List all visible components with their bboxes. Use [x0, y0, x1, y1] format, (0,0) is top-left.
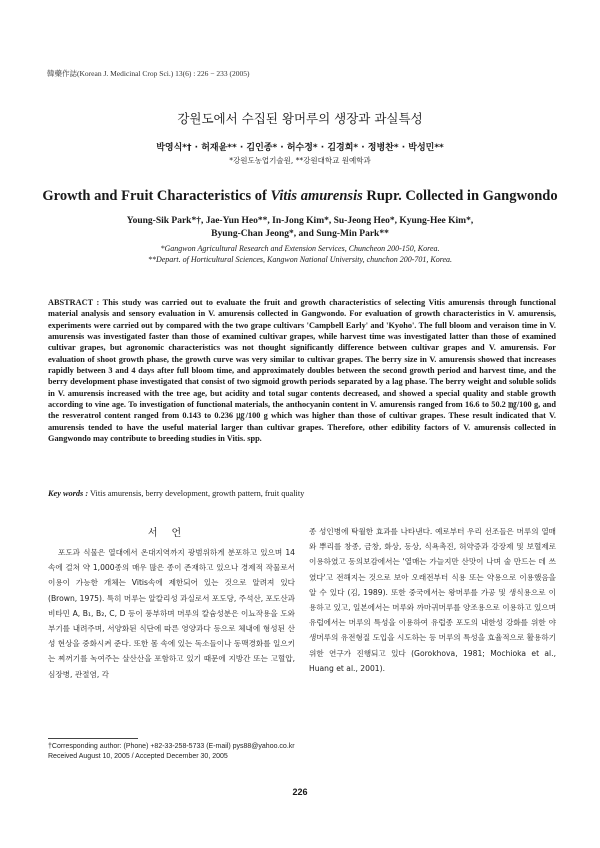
section-title: 서언 [147, 528, 196, 539]
english-affiliation [0, 243, 600, 265]
keywords-label: Key words : [48, 489, 89, 498]
keywords-value: Vitis amurensis, berry development, growth pattern, fruit quality [88, 489, 305, 498]
english-affil-line1: *Gangwon Agricultural Research and Extension Services, Chuncheon 200-150, Korea. [160, 244, 440, 253]
korean-title: 강원도에서 수집된 왕머루의 생장과 과실특성 [177, 111, 423, 126]
english-title-pre: Growth and Fruit Characteristics of [42, 188, 271, 204]
english-title-species: Vitis amurensis [270, 188, 363, 204]
footnote-line1: †Corresponding author: (Phone) +82-33-258-5733 (E-mail) pys88@yahoo.co.kr [48, 743, 295, 750]
footnote [48, 742, 295, 762]
korean-affiliation: *강원도농업기술원, **강원대학교 원예학과 [229, 156, 371, 165]
english-title-post: Rupr. Collected in Gangwondo [362, 188, 558, 204]
footnote-rule [48, 738, 138, 739]
page-number: 226 [292, 787, 308, 797]
running-head: 韓藥作誌(Korean J. Medicinal Crop Sci.) 13(6) : 226 − 233 (2005) [47, 69, 250, 78]
intro-right-column: 종 성인병에 탁월한 효과를 나타낸다. 예로부터 우리 선조들은 머루의 열매와 뿌리를 창종, 금창, 화상, 동상, 식욕촉진, 허약증과 강장제 및 보혈제로 이용하였고 동의보감에서는 '열매는 가늘지만 산맛이 나며 술 만드는 데 쓰였다'고 전해지는 것으로 보아 오래전부터 식용 또는 약용으로 이용했음을 알 수 있다 (김, 1989). 또한 중국에서는 왕머루를 가공 및 생식용으로 이용하고 있고, 일본에서는 머루와 까마귀머루를 양조용으로 이용하고 있으며 유럽에서는 머루의 특성을 이용하여 유럽종 포도의 내한성 강화를 위한 야생머루의 유전형질 도입을 시도하는 등 머루의 특성을 효율적으로 활용하기 위한 연구가 진행되고 있다 (Gorokhova, 1981; Mochioka et al., Huang et al., 2001). [309, 527, 556, 673]
keywords [48, 489, 304, 498]
english-authors-line1: Young-Sik Park*†, Jae-Yun Heo**, In-Jong Kim*, Su-Jeong Heo*, Kyung-Hee Kim*, [126, 216, 474, 226]
intro-left-column: 포도과 식물은 열대에서 온대지역까지 광범위하게 분포하고 있으며 14속에 걸쳐 약 1,000종의 매우 많은 종이 존재하고 있으나 경제적 작물로서 이용이 가능한 개체는 Vitis속에 제한되어 있는 것으로 알려져 있다 (Brown, 1975). 특히 머루는 알칼리성 과실로서 포도당, 주석산, 포도산과 비타민 A, B₁, B₂, C, D 등이 풍부하며 머루의 칼슘성분은 이뇨작용을 도와 부기를 내려주며, 서양화된 식단에 따른 영양과다 등으로 체내에 형성된 산성 현상을 중화시켜 준다. 또한 몸 속에 있는 독소들이나 동맥경화를 일으키는 찌꺼기를 녹여주는 살산산을 포함하고 있기 때문에 지방간 또는 고혈압, 심장병, 관절염, 각 [48, 548, 295, 679]
footnote-line2: Received August 10, 2005 / Accepted December 30, 2005 [48, 753, 228, 760]
english-authors [0, 215, 600, 241]
english-title [0, 188, 600, 205]
english-affil-line2: **Depart. of Horticultural Sciences, Kangwon National University, chunchon 200-701, Korea. [147, 255, 453, 264]
english-authors-line2: Byung-Chan Jeong*, and Sung-Min Park** [211, 229, 389, 239]
abstract: ABSTRACT : This study was carried out to evaluate the fruit and growth characteristics of selecting Vitis amurensis through functional material analysis and sensory evaluation in V. amurensis collected in Gangwondo. For evaluation of growth characteristics in V. amurensis, experiments were carried out by compared with the two grape cultivars 'Campbell Early' and 'Kyoho'. The full bloom and veraison time in V. amurensis was investigated faster than those of examined cultivar grapes, while harvest time was investigated latter than those of examined cultivar grapes, but agronomic characteristics was not thought significantly difference between cultivar grapes and V. amurensis. For evaluation of shoot growth phase, the growth curve was very similar to cultivar grapes. The berry size in V. amurensis showed that increases rapidly between 3 and 4 days after full bloom time, and approximately doubles between the second growth period and harvest time, and the berry development phase investigated that consist of two sigmoid growth periods separated by a lag phase. The berry weight and soluble solids in V. amurensis increased with the tree age, but acidity and total sugar contents decreased, and showed a special quality and stable growth according to vine age. To investigation of functional materials, the anthocyanin content in V. amurensis ranged from 16.6 to 50.2 ㎎/100 g, and the resveratrol content ranged from 0.143 to 0.236 ㎍/100 g which was higher than those of cultivar grapes. These result indicated that V. amurensis tended to have the useful material larger than cultivar grapes. Therefore, other edibility factors of V. amurensis collected in Gangwondo may contribute to breeding studies in Vitis. spp. [48, 298, 556, 444]
korean-authors: 박영식*† · 허재윤** · 김인종* · 허수정* · 김경희* · 정병찬* · 박성민** [156, 143, 444, 153]
